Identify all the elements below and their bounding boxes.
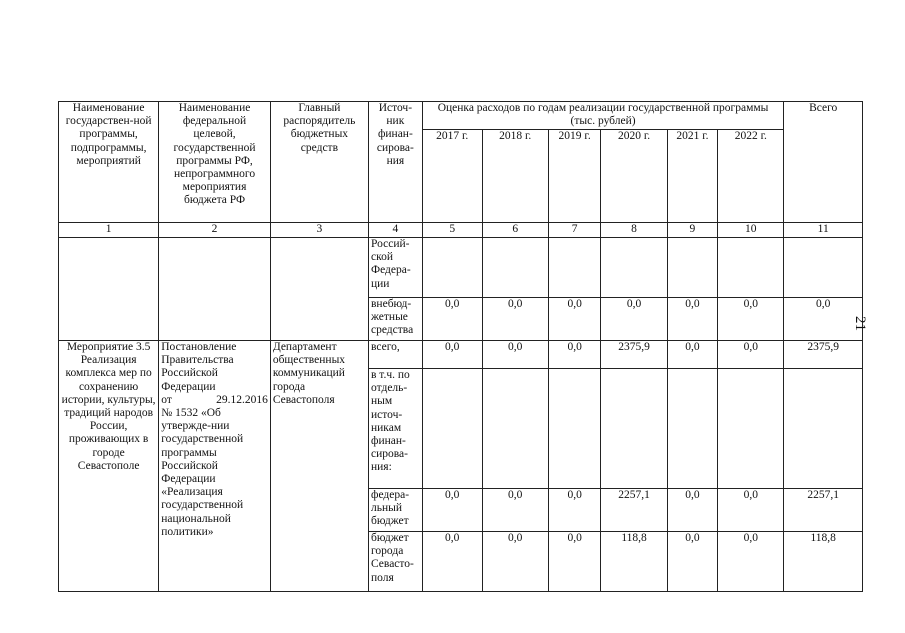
value-cell: 0,0 [422, 341, 482, 369]
program-text: № 1532 «Об утвержде-нии государственной программы Российской Федерации «Реализация государственной национальной политики» [161, 407, 244, 538]
funding-source-cell: внебюд-жетные средства [369, 298, 423, 341]
value-cell [784, 238, 863, 298]
header-year: 2018 г. [482, 130, 548, 223]
value-cell [667, 369, 718, 489]
column-number: 1 [59, 223, 159, 238]
header-year: 2019 г. [548, 130, 601, 223]
value-cell: 0,0 [548, 298, 601, 341]
header-year: 2017 г. [422, 130, 482, 223]
value-cell [601, 369, 667, 489]
value-cell: 0,0 [667, 298, 718, 341]
value-cell [601, 238, 667, 298]
table-row [59, 341, 863, 369]
empty-cell [270, 238, 368, 341]
value-cell: 0,0 [718, 341, 784, 369]
header-row [59, 102, 863, 130]
header-year: 2021 г. [667, 130, 718, 223]
column-number: 7 [548, 223, 601, 238]
value-cell [718, 369, 784, 489]
program-date: 29.12.2016 [216, 393, 268, 406]
table-row [59, 238, 863, 298]
value-cell [667, 238, 718, 298]
program-date-line [161, 394, 268, 407]
column-number-row [59, 223, 863, 238]
value-cell: 2257,1 [601, 489, 667, 532]
value-cell: 0,0 [667, 532, 718, 592]
funding-source-cell: Россий-ской Федера-ции [369, 238, 423, 298]
header-federal-program: Наименование федеральной целевой, государственной программы РФ, непрограммного мероприятия бюджета РФ [159, 102, 271, 223]
value-cell: 0,0 [718, 298, 784, 341]
column-number: 6 [482, 223, 548, 238]
value-cell: 0,0 [422, 489, 482, 532]
header-year: 2020 г. [601, 130, 667, 223]
column-number: 5 [422, 223, 482, 238]
column-number: 10 [718, 223, 784, 238]
measure-name-cell: Мероприятие 3.5 Реализация комплекса мер по сохранению истории, культуры, традиций народов России, проживающих в городе Севастополе [59, 341, 159, 592]
header-year: 2022 г. [718, 130, 784, 223]
column-number: 8 [601, 223, 667, 238]
value-cell: 0,0 [718, 532, 784, 592]
value-cell [422, 238, 482, 298]
column-number: 4 [369, 223, 423, 238]
value-cell [548, 369, 601, 489]
value-cell: 0,0 [784, 298, 863, 341]
column-number: 3 [270, 223, 368, 238]
header-funding-source: Источ-ник финан-сирова-ния [369, 102, 423, 223]
column-number: 9 [667, 223, 718, 238]
program-from: от [161, 393, 172, 406]
value-cell [548, 238, 601, 298]
program-text: Постановление Правительства Российской Федерации [161, 341, 237, 393]
value-cell: 0,0 [482, 532, 548, 592]
value-cell: 0,0 [548, 341, 601, 369]
funding-source-cell: в т.ч. по отдель-ным источ-никам финан-сирова-ния: [369, 369, 423, 489]
value-cell: 118,8 [784, 532, 863, 592]
header-budget-manager: Главный распорядитель бюджетных средств [270, 102, 368, 223]
header-program-name: Наименование государствен-ной программы, подпрограммы, мероприятий [59, 102, 159, 223]
value-cell: 118,8 [601, 532, 667, 592]
value-cell: 2375,9 [784, 341, 863, 369]
value-cell [422, 369, 482, 489]
value-cell: 0,0 [482, 489, 548, 532]
header-total: Всего [784, 102, 863, 223]
funding-source-cell: всего, [369, 341, 423, 369]
value-cell: 2257,1 [784, 489, 863, 532]
value-cell: 0,0 [548, 489, 601, 532]
column-number: 2 [159, 223, 271, 238]
value-cell: 0,0 [548, 532, 601, 592]
empty-cell [159, 238, 271, 341]
budget-table [58, 101, 863, 592]
value-cell [784, 369, 863, 489]
value-cell: 0,0 [667, 341, 718, 369]
funding-source-cell: федера-льный бюджет [369, 489, 423, 532]
value-cell [482, 369, 548, 489]
value-cell: 0,0 [667, 489, 718, 532]
value-cell [718, 238, 784, 298]
funding-source-cell: бюджет города Севасто-поля [369, 532, 423, 592]
header-expense-estimate: Оценка расходов по годам реализации государственной программы (тыс. рублей) [422, 102, 784, 130]
empty-cell [59, 238, 159, 341]
federal-program-cell [159, 341, 271, 592]
value-cell: 0,0 [718, 489, 784, 532]
value-cell [482, 238, 548, 298]
column-number: 11 [784, 223, 863, 238]
value-cell: 0,0 [601, 298, 667, 341]
value-cell: 0,0 [422, 298, 482, 341]
budget-manager-cell: Департамент общественных коммуникаций города Севастополя [270, 341, 368, 592]
value-cell: 0,0 [482, 298, 548, 341]
page-number: 21 [852, 316, 868, 331]
value-cell: 0,0 [482, 341, 548, 369]
value-cell: 0,0 [422, 532, 482, 592]
value-cell: 2375,9 [601, 341, 667, 369]
